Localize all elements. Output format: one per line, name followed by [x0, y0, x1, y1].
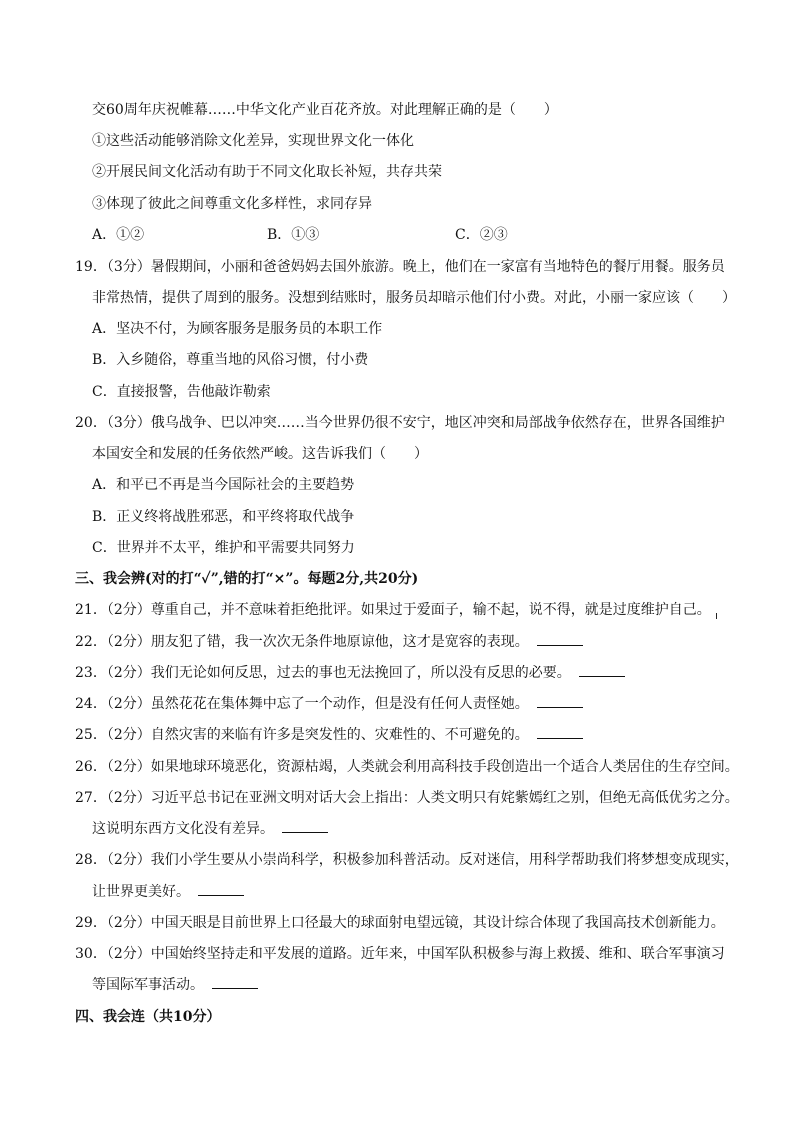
question-21-answer-mark[interactable]: [716, 613, 717, 619]
question-20-option-a[interactable]: A．和平已不再是当今国际社会的主要趋势: [92, 477, 355, 493]
section-3-heading: 三、我会辨(对的打“✓”,错的打“×”。每题2分,共20分): [75, 571, 419, 587]
question-18-option-a[interactable]: A．①②: [92, 227, 145, 243]
question-18-continuation: 交60周年庆祝帷幕……中华文化产业百花齐放。对此理解正确的是（ ）: [92, 102, 558, 118]
question-19-line-2: 非常热情，提供了周到的服务。没想到结账时，服务员却暗示他们付小费。对此，小丽一家应该（ ）: [92, 290, 736, 306]
question-24-text: 24．（2分）虽然花花在集体舞中忘了一个动作，但是没有任何人责怪她。: [75, 696, 529, 712]
question-29: 29．（2分）中国天眼是目前世界上口径最大的球面射电望远镜，其设计综合体现了我国高技术创新能力。: [75, 915, 725, 931]
question-20-option-c[interactable]: C．世界并不太平，维护和平需要共同努力: [92, 540, 355, 556]
question-18-item-3: ③体现了彼此之间尊重文化多样性，求同存异: [92, 196, 372, 212]
question-23-text: 23．（2分）我们无论如何反思，过去的事也无法挽回了，所以没有反思的必要。: [75, 665, 571, 681]
question-19-option-b[interactable]: B．入乡随俗，尊重当地的风俗习惯，付小费: [92, 352, 369, 368]
section-4-heading: 四、我会连（共10分）: [75, 1009, 221, 1025]
question-30-text: 等国际军事活动。: [92, 977, 204, 993]
question-23: [75, 664, 625, 682]
question-28-answer-blank[interactable]: [198, 883, 244, 896]
question-20-line-2: 本国安全和发展的任务依然严峻。这告诉我们（ ）: [92, 446, 428, 462]
question-20-line-1: 20．（3分）俄乌战争、巴以冲突……当今世界仍很不安宁，地区冲突和局部战争依然存在，世界各国维护: [75, 415, 725, 431]
question-25: [75, 726, 583, 744]
question-30-line-2: [92, 976, 258, 994]
question-24-answer-blank[interactable]: [537, 695, 583, 708]
question-19-option-a[interactable]: A．坚决不付，为顾客服务是服务员的本职工作: [92, 321, 383, 337]
question-30-answer-blank[interactable]: [212, 976, 258, 989]
question-19-line-1: 19．（3分）暑假期间，小丽和爸爸妈妈去国外旅游。晚上，他们在一家富有当地特色的餐厅用餐。服务员: [75, 259, 725, 275]
question-18-item-1: ①这些活动能够消除文化差异，实现世界文化一体化: [92, 133, 414, 149]
question-27-text: 这说明东西方文化没有差异。: [92, 821, 274, 837]
question-27-line-2: [92, 820, 328, 838]
question-22-answer-blank[interactable]: [537, 633, 583, 646]
question-22: [75, 633, 583, 651]
question-27-answer-blank[interactable]: [282, 820, 328, 833]
question-19-option-c[interactable]: C．直接报警，告他敲诈勒索: [92, 384, 271, 400]
question-21: 21．（2分）尊重自己，并不意味着拒绝批评。如果过于爱面子，输不起，说不得，就是过度维护自己。: [75, 602, 711, 618]
question-27-line-1: 27．（2分）习近平总书记在亚洲文明对话大会上指出：人类文明只有姹紫嫣红之别，但绝无高低优劣之分。: [75, 790, 739, 806]
question-28-line-2: [92, 883, 244, 901]
question-22-text: 22．（2分）朋友犯了错，我一次次无条件地原谅他，这才是宽容的表现。: [75, 634, 529, 650]
question-20-option-b[interactable]: B．正义终将战胜邪恶，和平终将取代战争: [92, 509, 355, 525]
question-18-item-2: ②开展民间文化活动有助于不同文化取长补短，共存共荣: [92, 164, 442, 180]
question-25-answer-blank[interactable]: [537, 726, 583, 739]
question-24: [75, 695, 583, 713]
question-18-option-b[interactable]: B．①③: [267, 227, 320, 243]
question-25-text: 25．（2分）自然灾害的来临有许多是突发性的、灾难性的、不可避免的。: [75, 727, 529, 743]
question-26: 26．（2分）如果地球环境恶化，资源枯竭，人类就会利用高科技手段创造出一个适合人类居住的生存空间。: [75, 759, 739, 775]
question-18-option-c[interactable]: C．②③: [455, 227, 508, 243]
question-23-answer-blank[interactable]: [579, 664, 625, 677]
question-28-line-1: 28．（2分）我们小学生要从小崇尚科学，积极参加科普活动。反对迷信，用科学帮助我们将梦想变成现实，: [75, 852, 739, 868]
question-28-text: 让世界更美好。: [92, 884, 190, 900]
question-30-line-1: 30．（2分）中国始终坚持走和平发展的道路。近年来，中国军队积极参与海上救援、维和、联合军事演习: [75, 946, 725, 962]
